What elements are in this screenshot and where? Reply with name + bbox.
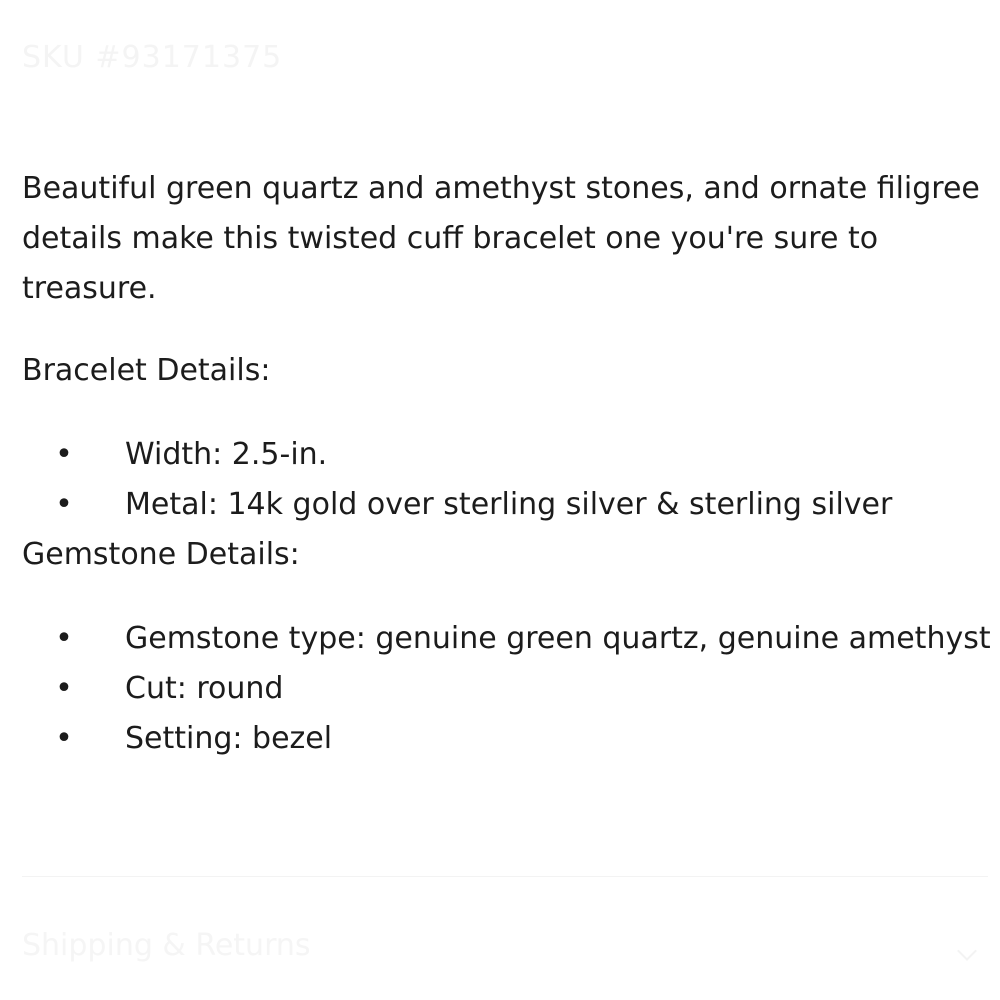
bullet-icon: • — [55, 671, 73, 706]
bullet-icon: • — [55, 487, 73, 522]
list-item — [22, 430, 992, 480]
bracelet-details-heading: Bracelet Details: — [22, 353, 271, 388]
gemstone-details-list — [22, 614, 992, 764]
product-description: Beautiful green quartz and amethyst stones, and ornate filigree details make this twisted cuff bracelet one you're sure to treasure. — [22, 171, 980, 306]
bracelet-width: Width: 2.5-in. — [125, 437, 328, 472]
gemstone-type: Gemstone type: genuine green quartz, genuine amethyst — [125, 621, 991, 656]
bullet-icon: • — [55, 621, 73, 656]
bullet-icon: • — [55, 721, 73, 756]
product-description-section — [22, 164, 992, 764]
gemstone-cut: Cut: round — [125, 671, 284, 706]
gemstone-details-heading: Gemstone Details: — [22, 537, 300, 572]
list-item — [22, 480, 992, 530]
bracelet-details-list — [22, 430, 992, 530]
shipping-returns-accordion[interactable]: Shipping & Returns — [22, 928, 311, 963]
list-item — [22, 664, 992, 714]
list-item — [22, 714, 992, 764]
gemstone-setting: Setting: bezel — [125, 721, 333, 756]
sku-label: SKU #93171375 — [22, 40, 283, 75]
section-divider — [22, 876, 988, 877]
list-item — [22, 614, 992, 664]
bullet-icon: • — [55, 437, 73, 472]
bracelet-metal: Metal: 14k gold over sterling silver & sterling silver — [125, 487, 893, 522]
chevron-down-icon[interactable] — [957, 941, 977, 961]
